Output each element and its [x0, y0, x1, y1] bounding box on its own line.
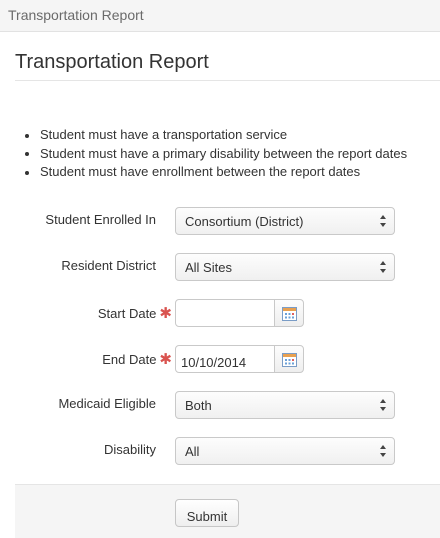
- requirement-item: Student must have a primary disability between the report dates: [22, 145, 407, 164]
- page-title: Transportation Report: [15, 51, 209, 73]
- requirements-list: [22, 126, 407, 182]
- calendar-icon: [282, 352, 297, 367]
- required-asterisk: ✱: [159, 305, 172, 322]
- enrolled-in-label: Student Enrolled In: [45, 212, 156, 227]
- start-date-label: Start Date ✱: [97, 305, 172, 322]
- resident-district-label: Resident District: [61, 258, 156, 273]
- window-titlebar: [0, 0, 440, 32]
- window-title: Transportation Report: [8, 7, 144, 23]
- end-date-picker: [175, 345, 304, 373]
- medicaid-eligible-select[interactable]: Both: [175, 391, 395, 419]
- requirement-item: Student must have enrollment between the report dates: [22, 163, 407, 182]
- select-updown-icon: [380, 445, 387, 457]
- end-date-label: End Date ✱: [102, 351, 172, 368]
- end-date-calendar-button[interactable]: [274, 345, 304, 373]
- bullet-dot: [25, 152, 29, 156]
- select-updown-icon: [380, 215, 387, 227]
- bullet-dot: [25, 134, 29, 138]
- medicaid-eligible-label: Medicaid Eligible: [58, 396, 156, 411]
- select-updown-icon: [380, 399, 387, 411]
- start-date-picker: [175, 299, 304, 327]
- enrolled-in-select[interactable]: Consortium (District): [175, 207, 395, 235]
- start-date-input[interactable]: [175, 299, 275, 327]
- calendar-icon: [282, 306, 297, 321]
- required-asterisk: ✱: [159, 351, 172, 368]
- select-updown-icon: [380, 261, 387, 273]
- bullet-dot: [25, 171, 29, 175]
- submit-button[interactable]: Submit: [175, 499, 239, 527]
- disability-select[interactable]: All: [175, 437, 395, 465]
- disability-label: Disability: [103, 442, 156, 457]
- title-divider: [15, 80, 440, 81]
- end-date-input[interactable]: [175, 345, 275, 373]
- resident-district-select[interactable]: All Sites: [175, 253, 395, 281]
- start-date-calendar-button[interactable]: [274, 299, 304, 327]
- requirement-item: Student must have a transportation service: [22, 126, 407, 145]
